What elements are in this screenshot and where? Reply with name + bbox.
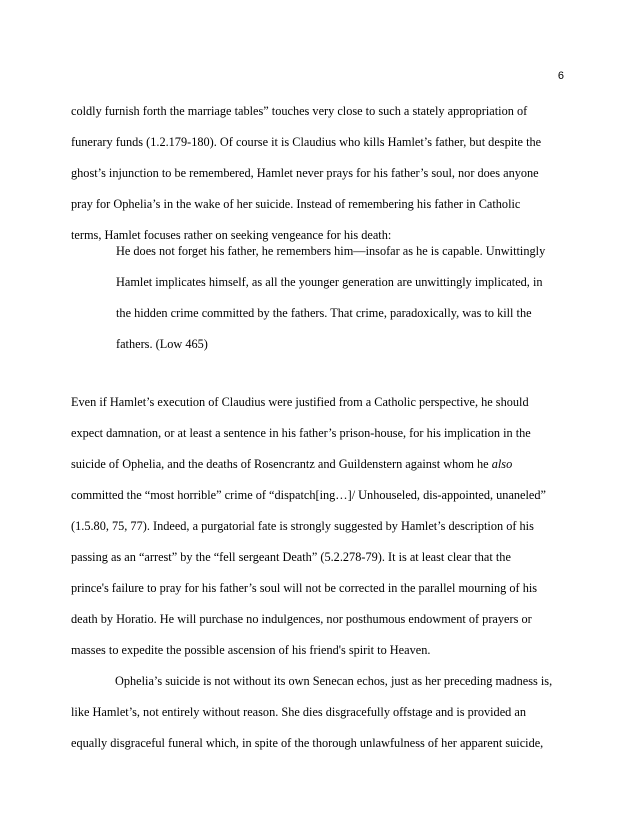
emphasis-also: also [491,457,513,471]
text-line: funerary funds (1.2.179-180). Of course it is Claudius who kills Hamlet’s father, but despite the [71,135,542,149]
text-line: terms, Hamlet focuses rather on seeking vengeance for his death: [71,228,392,242]
text-line: (1.5.80, 75, 77). Indeed, a purgatorial fate is strongly suggested by Hamlet’s description of his [71,519,534,533]
text-line: Even if Hamlet’s execution of Claudius were justified from a Catholic perspective, he should [71,395,529,409]
text-line [71,457,512,472]
text-line: prince's failure to pray for his father’s soul will not be corrected in the parallel mourning of his [71,581,538,595]
text-line: death by Horatio. He will purchase no indulgences, nor posthumous endowment of prayers or [71,612,532,626]
text-line: equally disgraceful funeral which, in spite of the thorough unlawfulness of her apparent suicide, [71,736,544,750]
text-line: expect damnation, or at least a sentence in his father’s prison-house, for his implication in the [71,426,531,440]
text-line: committed the “most horrible” crime of “dispatch[ing…]/ Unhouseled, dis-appointed, unaneled” [71,488,546,502]
text-line: ghost’s injunction to be remembered, Hamlet never prays for his father’s soul, nor does anyone [71,166,539,180]
text-line: pray for Ophelia’s in the wake of her suicide. Instead of remembering his father in Catholic [71,197,521,211]
quote-line: Hamlet implicates himself, as all the younger generation are unwittingly implicated, in [116,275,543,289]
text-line: masses to expedite the possible ascension of his friend's spirit to Heaven. [71,643,431,657]
text-segment: suicide of Ophelia, and the deaths of Rosencrantz and Guildenstern against whom he [71,457,492,471]
text-line: coldly furnish forth the marriage tables” touches very close to such a stately appropriation of [71,104,528,118]
text-line: like Hamlet’s, not entirely without reason. She dies disgracefully offstage and is provided an [71,705,526,719]
page-number: 6 [557,70,564,82]
quote-line: fathers. (Low 465) [116,337,208,351]
text-line: passing as an “arrest” by the “fell sergeant Death” (5.2.278-79). It is at least clear that the [71,550,511,564]
quote-line: He does not forget his father, he remembers him—insofar as he is capable. Unwittingly [116,244,546,258]
text-line: Ophelia’s suicide is not without its own Senecan echos, just as her preceding madness is, [115,674,553,688]
quote-line: the hidden crime committed by the fathers. That crime, paradoxically, was to kill the [116,306,532,320]
